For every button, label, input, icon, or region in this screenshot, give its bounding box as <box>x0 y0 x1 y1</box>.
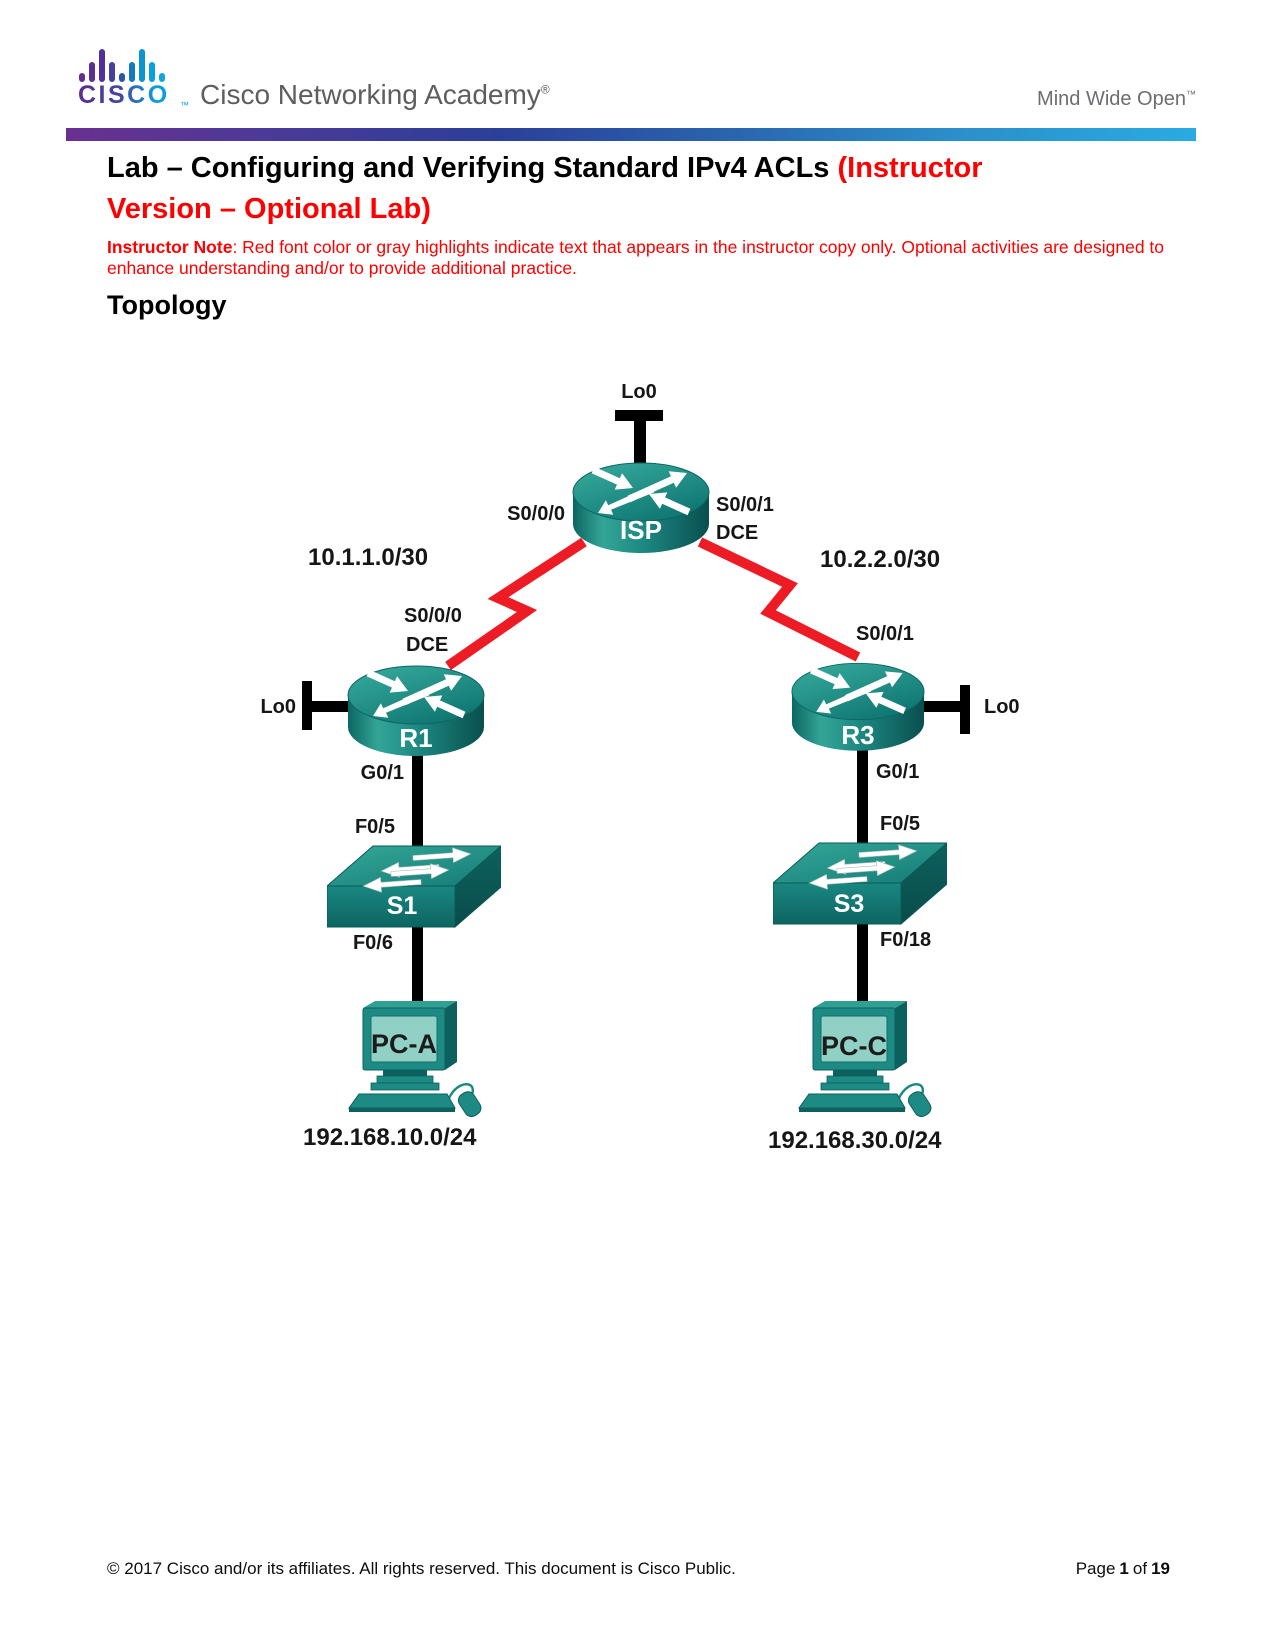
r3-lan-interface-label: G0/1 <box>876 761 920 783</box>
r3-loopback-label: Lo0 <box>984 696 1020 718</box>
footer-total-pages: 19 <box>1151 1559 1170 1578</box>
r3-loopback-stub <box>923 701 965 712</box>
footer-page-word: Page <box>1075 1559 1116 1578</box>
device-label-pca: PC-A <box>371 1029 437 1059</box>
device-label-pcc: PC-C <box>821 1031 887 1061</box>
device-label-r3: R3 <box>841 720 875 750</box>
pca-network-label: 192.168.10.0/24 <box>303 1124 477 1151</box>
footer-of-word: of <box>1132 1559 1148 1578</box>
link-s1-pca <box>412 924 423 1004</box>
instructor-note-body: : Red font color or gray highlights indicate text that appears in the instructor copy only. Optional activities are designed to enhance understanding and/or to provide additional practice. <box>107 237 1165 278</box>
title-main: Lab – Configuring and Verifying Standard IPv4 ACLs <box>107 152 830 184</box>
instructor-note-label: Instructor Note <box>107 237 233 257</box>
device-label-isp: ISP <box>620 515 662 545</box>
footer-page-number: 1 <box>1119 1559 1129 1578</box>
r1-wan-interface-label: S0/0/0 <box>404 605 462 627</box>
s3-host-interface-label: F0/18 <box>880 929 932 951</box>
cisco-logo-icon <box>79 47 165 82</box>
pc-icon-pca <box>345 1000 490 1122</box>
title-instructor-part: (Instructor <box>829 152 983 184</box>
instructor-note <box>107 237 1197 279</box>
tagline-trademark: ™ <box>1186 89 1196 101</box>
s1-uplink-interface-label: F0/5 <box>354 816 395 838</box>
footer-page-indicator <box>1076 1559 1170 1579</box>
cisco-logo-wordmark: CISCO <box>78 81 170 109</box>
left-wan-network-label: 10.1.1.0/30 <box>308 544 429 571</box>
pcc-network-label: 192.168.30.0/24 <box>768 1127 942 1154</box>
r3-wan-interface-label: S0/0/1 <box>856 623 914 645</box>
isp-right-dce-label: DCE <box>716 522 759 544</box>
s3-uplink-interface-label: F0/5 <box>880 813 921 835</box>
r3-loopback-stub-cap <box>960 685 970 734</box>
serial-link-isp-r1 <box>448 542 584 666</box>
topology-heading: Topology <box>107 290 227 320</box>
isp-loopback-label: Lo0 <box>621 381 657 403</box>
link-s3-pcc <box>857 921 868 1004</box>
right-wan-network-label: 10.2.2.0/30 <box>820 546 941 573</box>
title-instructor-part-line2: Version – Optional Lab) <box>107 193 431 225</box>
tagline-text: Mind Wide Open <box>1037 88 1186 110</box>
r1-dce-label: DCE <box>406 634 449 656</box>
device-label-s3: S3 <box>833 890 865 918</box>
brand-title <box>200 79 550 111</box>
link-r3-s3 <box>857 748 868 844</box>
footer-copyright: © 2017 Cisco and/or its affiliates. All rights reserved. This document is Cisco Public. <box>107 1559 736 1578</box>
link-r1-s1 <box>412 752 423 848</box>
header-divider-bar <box>66 128 1196 141</box>
r1-loopback-label: Lo0 <box>260 696 296 718</box>
isp-right-interface-label: S0/0/1 <box>716 494 774 516</box>
tagline <box>1037 88 1196 111</box>
device-label-r1: R1 <box>399 723 433 753</box>
isp-left-interface-label: S0/0/0 <box>507 503 565 525</box>
r1-lan-interface-label: G0/1 <box>360 762 404 784</box>
s1-host-interface-label: F0/6 <box>352 932 393 954</box>
page-title <box>107 148 982 230</box>
device-label-s1: S1 <box>386 892 418 920</box>
r1-loopback-stub <box>311 701 351 712</box>
cisco-logo-trademark: ™ <box>180 100 189 110</box>
brand-registered-mark: ® <box>540 82 550 97</box>
brand-text: Cisco Networking Academy <box>200 79 541 110</box>
isp-loopback-stub <box>634 419 646 465</box>
